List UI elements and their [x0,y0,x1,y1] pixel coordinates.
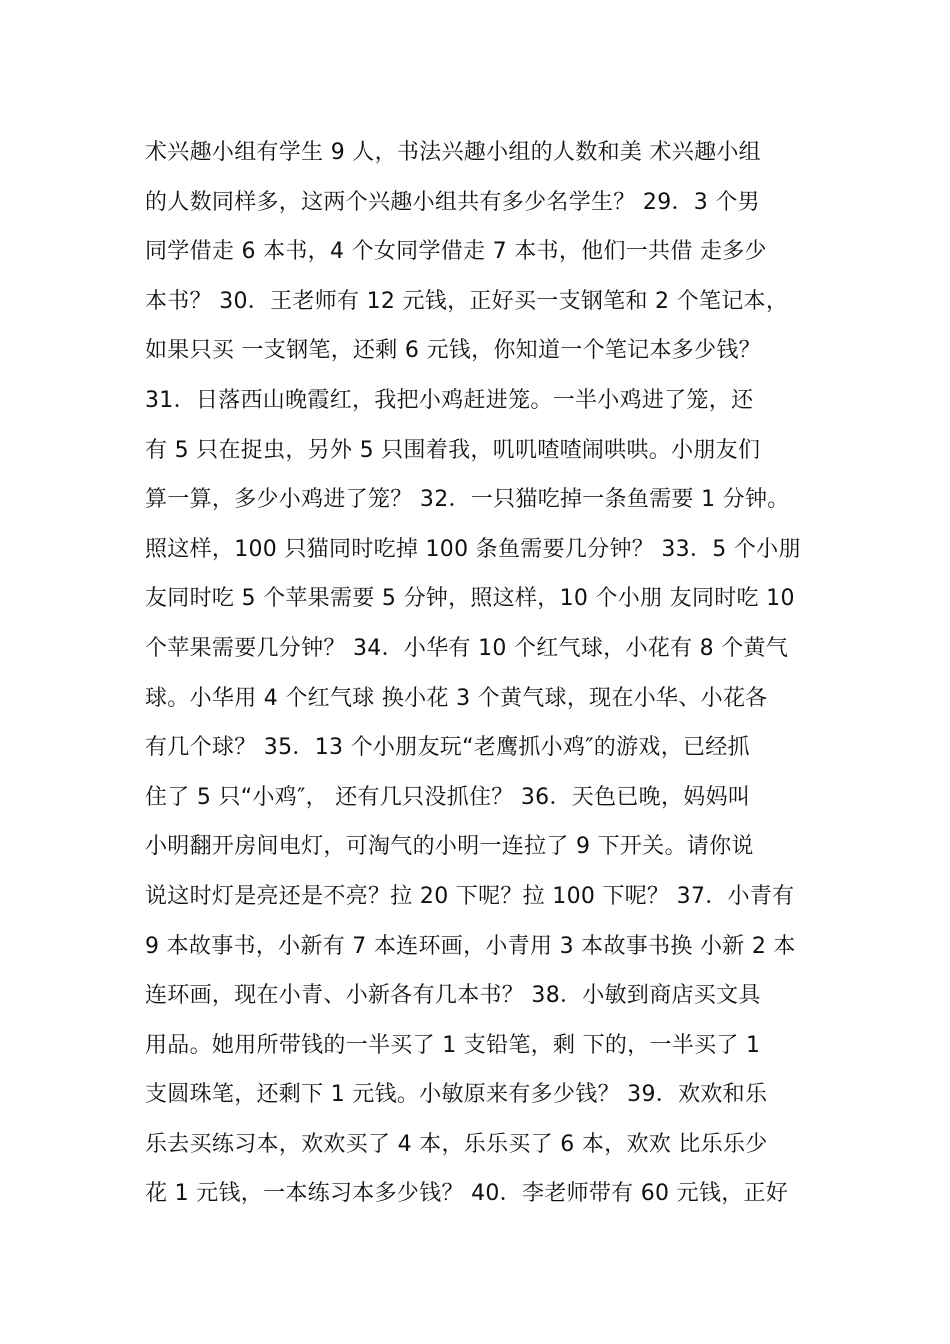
text-line: 照这样，100 只猫同时吃掉 100 条鱼需要几分钟？ 33．5 个小朋 [145,536,801,562]
text-line: 用品。她用所带钱的一半买了 1 支铅笔，剩 下的，一半买了 1 [145,1032,761,1058]
body-text [145,128,835,1219]
text-line: 个苹果需要几分钟？ 34．小华有 10 个红气球，小花有 8 个黄气 [145,635,789,661]
text-line: 有 5 只在捉虫，另外 5 只围着我，叽叽喳喳闹哄哄。小朋友们 [145,437,761,463]
text-line: 住了 5 只“小鸡″， 还有几只没抓住？ 36．天色已晚，妈妈叫 [145,784,751,810]
text-line: 术兴趣小组有学生 9 人，书法兴趣小组的人数和美 术兴趣小组 [145,140,761,165]
text-line: 9 本故事书，小新有 7 本连环画，小青用 3 本故事书换 小新 2 本 [145,933,796,959]
text-line: 的人数同样多，这两个兴趣小组共有多少名学生？ 29．3 个男 [145,189,760,215]
text-line: 乐去买练习本，欢欢买了 4 本，乐乐买了 6 本，欢欢 比乐乐少 [145,1131,768,1157]
text-line: 小明翻开房间电灯，可淘气的小明一连拉了 9 下开关。请你说 [145,834,754,860]
text-line: 说这时灯是亮还是不亮？拉 20 下呢？拉 100 下呢？ 37．小青有 [145,883,795,909]
text-line: 31．日落西山晚霞红，我把小鸡赶进笼。一半小鸡进了笼，还 [145,387,754,413]
text-line: 同学借走 6 本书，4 个女同学借走 7 本书，他们一共借 走多少 [145,239,767,265]
text-line: 连环画，现在小青、小新各有几本书？ 38．小敏到商店买文具 [145,983,761,1009]
text-line: 球。小华用 4 个红气球 换小花 3 个黄气球，现在小华、小花各 [145,685,768,711]
text-line: 如果只买 一支钢笔，还剩 6 元钱，你知道一个笔记本多少钱？ [145,338,761,364]
text-line: 支圆珠笔，还剩下 1 元钱。小敏原来有多少钱？ 39．欢欢和乐 [145,1082,768,1108]
text-line: 友同时吃 5 个苹果需要 5 分钟，照这样，10 个小朋 友同时吃 10 [145,586,795,612]
text-line: 算一算，多少小鸡进了笼？ 32．一只猫吃掉一条鱼需要 1 分钟。 [145,487,790,513]
text-line: 有几个球？ 35．13 个小朋友玩“老鹰抓小鸡″的游戏，已经抓 [145,735,750,761]
text-line: 花 1 元钱，一本练习本多少钱？ 40．李老师带有 60 元钱，正好 [145,1181,789,1207]
text-line: 本书？ 30．王老师有 12 元钱，正好买一支钢笔和 2 个笔记本， [145,288,789,314]
